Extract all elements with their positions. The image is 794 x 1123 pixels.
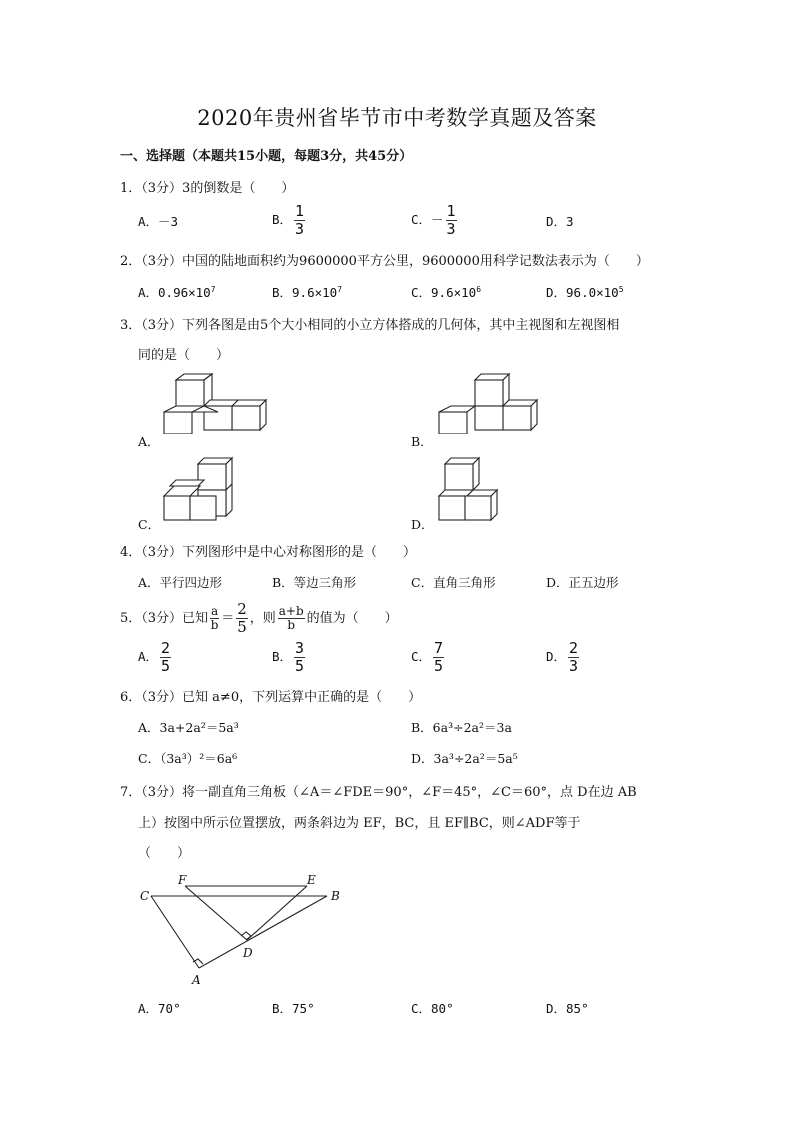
q7-option-c: C．80°	[411, 1001, 454, 1016]
label-c: C	[140, 889, 150, 903]
q5-option-a	[138, 640, 173, 675]
q5-f3-num: a+b	[278, 604, 304, 618]
q3-option-c: C．	[138, 517, 161, 532]
q3-stem-line2: 同的是（ ）	[138, 348, 230, 363]
q3-figure-d	[435, 456, 515, 524]
page-title: 2020年贵州省毕节市中考数学真题及答案	[197, 106, 597, 130]
q2-d-base: D．96.0×10	[546, 285, 619, 300]
q3-figure-c	[160, 456, 240, 524]
q5-stem	[120, 601, 398, 636]
q2-a-base: A．0.96×10	[138, 285, 211, 300]
q5-d-den: 3	[569, 657, 579, 675]
q5-b-den: 5	[295, 657, 305, 675]
q3-stem-line1: 3．（3分）下列各图是由5个大小相同的小立方体搭成的几何体，其中主视图和左视图相	[120, 318, 620, 333]
q5-option-b	[272, 640, 307, 675]
q5-c-label: C．	[411, 649, 432, 664]
cubes-a	[164, 374, 266, 434]
q4-stem: 4．（3分）下列图形中是中心对称图形的是（ ）	[120, 545, 417, 560]
q5-stem-prefix: 5．（3分）已知	[120, 611, 209, 626]
q2-c-base: C．9.6×10	[411, 285, 477, 300]
q1-b-label: B．	[272, 212, 293, 227]
q1-c-label: C．－	[411, 212, 444, 227]
cubes-c	[164, 458, 232, 520]
q4-option-c: C．直角三角形	[411, 575, 496, 590]
q5-b-label: B．	[272, 649, 293, 664]
q2-option-d	[546, 283, 624, 301]
label-d: D	[243, 946, 253, 960]
label-b: B	[331, 889, 340, 903]
q5-a-fraction	[160, 640, 171, 675]
q7-option-b: B．75°	[272, 1001, 315, 1016]
q2-stem: 2．（3分）中国的陆地面积约为9600000平方公里，9600000用科学记数法表示为（ ）	[120, 254, 649, 269]
q5-f2-den: 5	[237, 618, 247, 636]
q1-b-fraction	[294, 203, 305, 238]
q1-b-num: 1	[295, 202, 305, 220]
q1-b-den: 3	[295, 220, 305, 238]
line-ba	[199, 896, 327, 968]
q2-b-base: B．9.6×10	[272, 285, 338, 300]
line-ed	[247, 886, 307, 940]
q1-c-den: 3	[446, 220, 456, 238]
q5-d-num: 2	[569, 639, 579, 657]
q1-option-c	[411, 203, 459, 238]
q1-option-b	[272, 203, 307, 238]
q5-f3-den: b	[287, 618, 296, 632]
q5-mid: ，则	[249, 611, 276, 626]
q2-d-exp: 5	[618, 284, 624, 294]
q5-a-num: 2	[161, 639, 171, 657]
q5-f1-num: a	[211, 604, 219, 618]
q5-fraction-ab	[210, 605, 219, 632]
q5-a-label: A．	[138, 649, 159, 664]
q5-stem-suffix: 的值为（ ）	[306, 611, 398, 626]
q5-a-den: 5	[161, 657, 171, 675]
q5-b-num: 3	[295, 639, 305, 657]
q5-option-c	[411, 640, 446, 675]
section-heading: 一、选择题（本题共15小题，每题3分，共45分）	[120, 149, 413, 164]
q5-d-fraction	[568, 640, 579, 675]
q1-option-a: A．－3	[138, 214, 179, 229]
line-ca	[151, 896, 199, 968]
q7-option-d: D．85°	[546, 1001, 589, 1016]
q7-triangle-figure	[135, 868, 355, 990]
q3-option-d: D．	[411, 517, 434, 532]
q4-option-a: A．平行四边形	[138, 575, 223, 590]
q3-option-b: B．	[411, 434, 433, 449]
q4-option-d: D．正五边形	[546, 575, 619, 590]
q6-option-b: B．6a³÷2a²＝3a	[411, 720, 512, 735]
q5-fraction-25	[236, 601, 248, 636]
q6-option-a: A．3a+2a²＝5a³	[138, 720, 239, 735]
q5-f2-num: 2	[237, 600, 247, 618]
line-fd	[185, 886, 247, 940]
q7-stem-line3: （ ）	[138, 846, 191, 861]
q1-c-num: 1	[446, 202, 456, 220]
q6-stem: 6．（3分）已知 a≠0，下列运算中正确的是（ ）	[120, 690, 422, 705]
right-angle-a	[193, 959, 203, 964]
q1-option-d: D．3	[546, 214, 574, 229]
q3-figure-a	[160, 372, 270, 434]
q5-c-num: 7	[434, 639, 444, 657]
q5-f1-den: b	[210, 618, 219, 632]
cubes-b	[439, 374, 537, 434]
q1-c-fraction	[446, 203, 457, 238]
q5-equals: ＝	[221, 611, 235, 626]
q2-option-b	[272, 283, 342, 301]
q3-option-a: A．	[138, 434, 160, 449]
label-e: E	[307, 873, 316, 887]
q2-c-exp: 6	[476, 284, 482, 294]
q5-c-fraction	[433, 640, 444, 675]
q5-b-fraction	[294, 640, 305, 675]
q1-stem: 1．（3分）3的倒数是（ ）	[120, 181, 295, 196]
cubes-d	[439, 458, 497, 520]
q7-stem-line2: 上）按图中所示位置摆放，两条斜边为 EF，BC，且 EF∥BC，则∠ADF等于	[138, 816, 581, 831]
label-a: A	[192, 973, 201, 987]
q3-figure-b	[435, 372, 545, 434]
q5-d-label: D．	[546, 649, 567, 664]
q5-c-den: 5	[434, 657, 444, 675]
q2-b-exp: 7	[337, 284, 343, 294]
q2-option-a	[138, 283, 216, 301]
q7-option-a: A．70°	[138, 1001, 181, 1016]
label-f: F	[178, 873, 187, 887]
q2-a-exp: 7	[210, 284, 216, 294]
q5-option-d	[546, 640, 581, 675]
q5-fraction-apb	[278, 605, 305, 632]
q6-option-d: D．3a³÷2a²＝5a⁵	[411, 751, 518, 766]
q6-option-c: C．（3a³）²＝6a⁶	[138, 751, 238, 766]
q4-option-b: B．等边三角形	[272, 575, 357, 590]
q2-option-c	[411, 283, 481, 301]
q7-stem-line1: 7．（3分）将一副直角三角板（∠A＝∠FDE＝90°，∠F＝45°，∠C＝60°，点 D在边 AB	[120, 785, 637, 800]
